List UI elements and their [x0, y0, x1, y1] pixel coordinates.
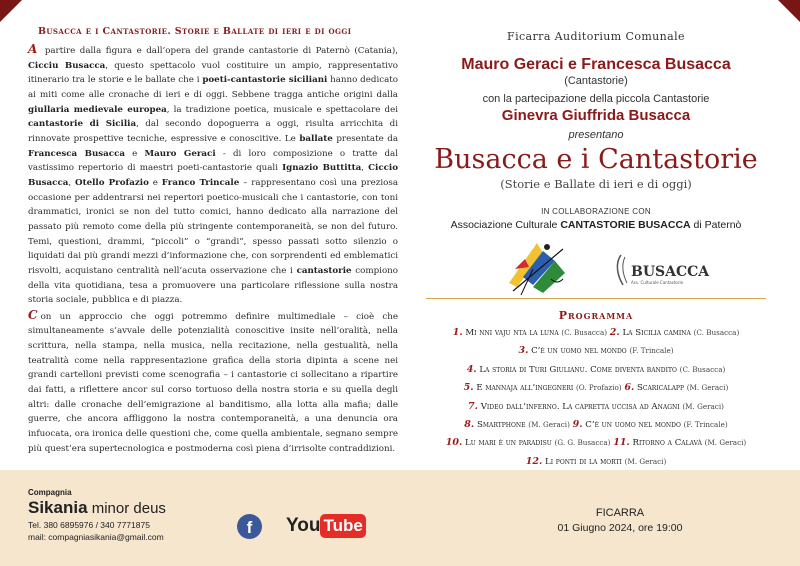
youtube-icon[interactable] — [286, 514, 366, 540]
program-author: (M. Geraci) — [528, 420, 570, 430]
description-paragraph-2 — [28, 308, 398, 457]
company-phone: Tel. 380 6895976 / 340 7771875 — [28, 520, 150, 530]
paragraph-text: , — [68, 177, 75, 188]
paragraph-text: – rappresentano così una preziosa occasione per addentrarsi nei repertori poetico-musicali che i cantastorie, con toni drammatici, ironici se non del tutto comici, hanno dedicato alla narrazione del passato più remoto come della più stringente contemporaneità, se non del futuro. Temi, questioni, drammi, “piccoli” o “grandi”, spesso passati sotto silenzio o liquidati dai più grandi mezzi d’informazione che, con sorprendenti ed emblematici risvolti, acquistano centralità nell’acuta osservazione che i — [28, 177, 398, 276]
paragraph-text: e — [148, 177, 162, 188]
program-number: 6. — [624, 382, 635, 394]
collab-suffix: di Paternò — [690, 219, 742, 231]
youtube-tube: Tube — [320, 514, 365, 538]
youtube-you: You — [286, 515, 321, 536]
program-line — [420, 361, 772, 379]
program-song-title: La storia di Turi Giulianu. Come diventa bandito — [479, 364, 677, 375]
program-divider — [426, 298, 766, 299]
program-number: 7. — [468, 400, 478, 412]
collab-association: CANTASTORIE BUSACCA — [560, 219, 691, 231]
performers-role: (Cantastorie) — [564, 75, 628, 87]
program-number: 8. — [464, 419, 475, 431]
company-name — [28, 498, 166, 518]
program-author: (M. Geraci) — [686, 383, 729, 393]
paragraph-text: , — [361, 163, 369, 174]
collaboration-label: IN COLLABORAZIONE CON — [541, 207, 651, 216]
show-title: Busacca e i Cantastorie — [434, 144, 758, 175]
program-song-title: Mi nni vaju nta la luna — [465, 328, 559, 338]
program-author: (O. Profazio) — [575, 383, 622, 393]
venue-name: Ficarra Auditorium Comunale — [507, 30, 685, 43]
program-title: Programma — [558, 309, 634, 322]
program-song-title: Ritorno a Calavà — [632, 438, 702, 449]
busacca-logo-icon — [615, 251, 710, 291]
program-number: 1. — [452, 327, 463, 338]
program-author: (C. Busacca) — [679, 364, 726, 374]
participation-line: con la partecipazione della piccola Cantastorie — [482, 93, 710, 105]
program-song-title: E mannaja all’ingegneri — [476, 383, 574, 394]
collab-prefix: Associazione Culturale — [450, 219, 561, 231]
paragraph-text: - di loro composizione o tratte dal vastissimo repertorio di maestri poeti-cantastorie quali — [28, 148, 398, 174]
highlighted-name: poeti-cantastorie siciliani — [202, 75, 328, 86]
collaboration-name — [420, 219, 772, 231]
paragraph-text: partire dalla figura e dall’opera del grande cantastorie di Paternò (Catania), — [40, 46, 398, 56]
paragraph-text: , la tradizione poetica, musicale e spettacolare dei — [166, 104, 398, 115]
description-column — [28, 26, 398, 456]
performers: Mauro Geraci e Francesca Busacca — [461, 56, 731, 73]
paragraph-text: on un approccio che oggi potremmo definire multimediale – cioè che simultaneamente s’avvale delle potenzialità conoscitive insite nell’oralità, nella scrittura, nella stampa, nella musica, nella recitazione, nella gestualità, nella teatralità come nella rappresentazione grafica della storia dipinta a scene nei grandi cartelloni previsti come scenografia – i cantastorie ci sollecitano a ripartire dai fatti, a riflettere ancor sul corso tortuoso della nostra storia e su quella degli altri: dalle cronache dell’emigrazione al banditismo, alla lotta alla mafia; dalle guerre, che ancora affliggono la nostra contemporaneità, a una denuncia ora infuocata, ora ironica delle questioni che, come quella ambientale, segnano sempre più quest’era supertecnologica e postmoderna così piena d’irrisolte contraddizioni. — [28, 311, 398, 454]
highlighted-name: ballate — [299, 133, 333, 144]
program-number: 10. — [445, 437, 463, 449]
paragraph-text: , questo spettacolo vuol costituire un ampio, rappresentativo itinerario tra le storie e le ballate che i — [28, 60, 399, 86]
show-subtitle: (Storie e Ballate di ieri e di oggi) — [500, 177, 692, 191]
program-author: (F. Trincale) — [629, 346, 674, 356]
program-number: 11. — [613, 437, 630, 449]
highlighted-name: Otello Profazio — [75, 177, 149, 188]
program-author: (M. Geraci) — [704, 438, 747, 448]
footer — [0, 470, 800, 566]
program-song-title: C’è un uomo nel mondo — [585, 420, 681, 431]
program-song-title: Video dall’inferno. La capretta uccisa ad Anagni — [480, 401, 680, 412]
highlighted-name: Ciccio Busacca — [28, 163, 399, 188]
program-author: (C. Busacca) — [561, 328, 608, 337]
highlighted-name: Franco Trincale — [161, 177, 240, 188]
program-number: 12. — [525, 455, 543, 467]
program-number: 4. — [466, 363, 477, 375]
program-number: 9. — [572, 419, 583, 431]
program-line — [420, 324, 772, 342]
program-line — [420, 342, 772, 360]
event-city: FICARRA — [595, 507, 645, 519]
corner-decoration-left — [0, 0, 22, 22]
highlighted-name: Mauro Geraci — [144, 148, 216, 159]
paragraph-text: hanno dedicato ai miti come alle cronache di ieri e di oggi. Sebbene tragga antiche origini dalla — [28, 75, 398, 100]
description-paragraph-1 — [28, 42, 398, 308]
cantastorie-logo-icon — [503, 239, 573, 297]
program-song-title: C’è un uomo nel mondo — [531, 346, 627, 357]
highlighted-name: Ignazio Buttitta — [282, 163, 362, 174]
busacca-logo-text: BUSACCA — [631, 264, 710, 280]
program-line — [420, 434, 772, 452]
paragraph-text: e — [125, 148, 145, 159]
company-name-main: Sikania — [28, 498, 88, 517]
program-author: (M. Geraci) — [624, 456, 667, 466]
highlighted-name: giullaria medievale europea — [28, 104, 167, 115]
event-date: 01 Giugno 2024, ore 19:00 — [557, 522, 683, 534]
program-list — [420, 324, 772, 490]
program-author: (C. Busacca) — [693, 328, 740, 337]
company-email: mail: compagniasikania@gmail.com — [28, 532, 164, 542]
program-line — [420, 379, 772, 397]
paragraph-text: presentate da — [332, 133, 398, 144]
event-info — [420, 26, 772, 303]
highlighted-name: Francesca Busacca — [28, 148, 125, 159]
drop-cap: C — [28, 307, 38, 322]
paragraph-text: , dal secondo dopoguerra a oggi, risulta arricchita di rinnovate prospettive tecniche, espressive e conoscitive. Le — [28, 119, 398, 144]
program-author: (M. Geraci) — [682, 401, 724, 411]
presents-label: presentano — [568, 129, 624, 141]
busacca-logo-subtext: Ass. Culturale Cantastorie — [631, 280, 684, 285]
program-line — [420, 398, 772, 416]
program-number: 5. — [463, 382, 474, 394]
facebook-icon[interactable]: f — [237, 514, 262, 539]
program-song-title: Li ponti di la morti — [545, 456, 622, 467]
description-title: Busacca e i Cantastorie. Storie e Ballate di ieri e di oggi — [38, 26, 352, 37]
program-number: 3. — [518, 345, 529, 357]
highlighted-name: cantastorie di Sicilia — [28, 119, 137, 130]
highlighted-name: cantastorie — [296, 265, 352, 276]
drop-cap: A — [28, 42, 38, 56]
program-line — [420, 453, 772, 471]
program-author: (G. G. Busacca) — [554, 438, 611, 448]
company-name-suffix: minor deus — [87, 500, 166, 517]
program-song-title: Lu mari è un paradisu — [465, 438, 552, 449]
highlighted-name: Cicciu Busacca — [28, 60, 106, 71]
company-label: Compagnia — [28, 488, 72, 497]
logos — [420, 239, 772, 303]
guest-performer: Ginevra Giuffrida Busacca — [501, 107, 691, 124]
corner-decoration-right — [778, 0, 800, 22]
program-line — [420, 416, 772, 434]
program-song-title: Smartphone — [476, 420, 526, 431]
program-song-title: Scaricalapp — [636, 383, 684, 394]
program-song-title: La Sicilia camina — [622, 328, 691, 338]
program-author: (F. Trincale) — [683, 420, 728, 430]
program-number: 2. — [609, 327, 620, 338]
paragraph-text: compiono della vita quotidiana, tesa a promuovere una particolare riflessione sulla nostra storia sociale, pubblica e di piazza. — [28, 265, 398, 306]
